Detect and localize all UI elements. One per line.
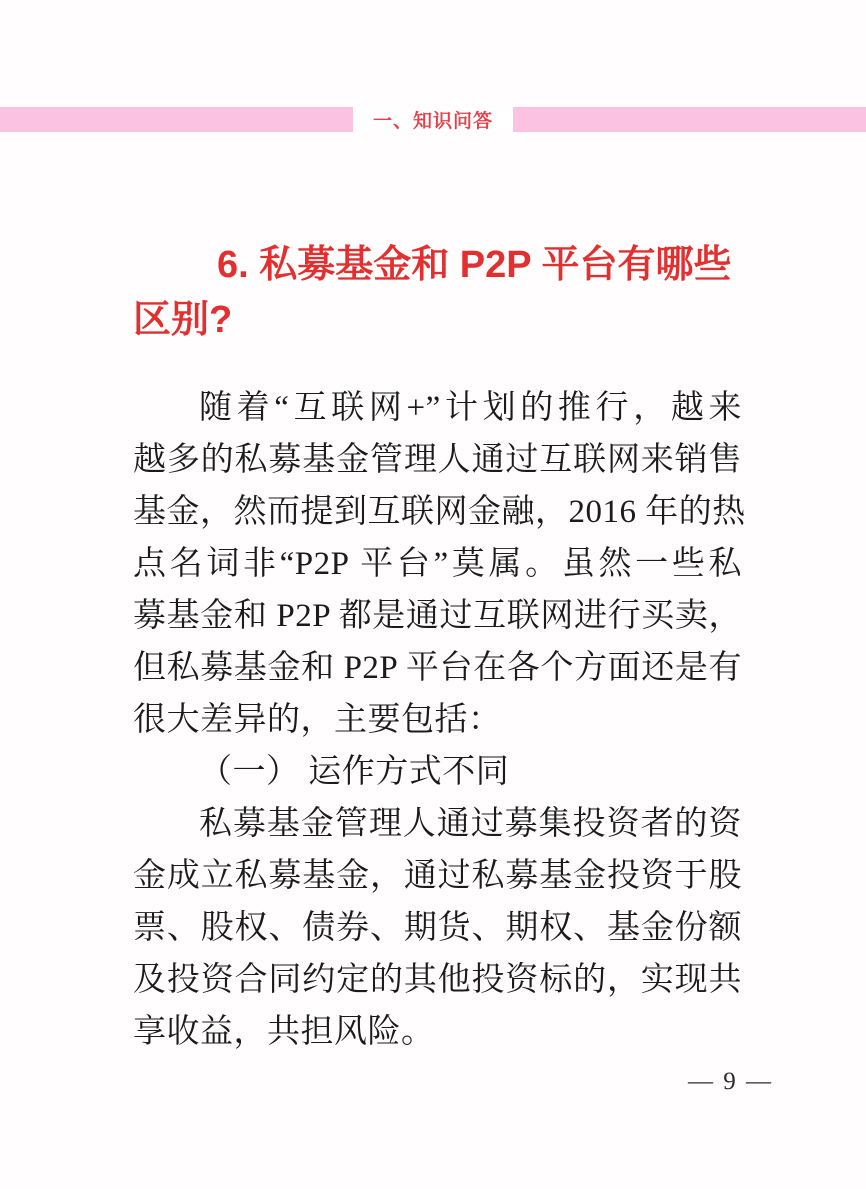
- pink-stripe-left: [0, 107, 353, 132]
- text-line: 享收益，共担风险。: [133, 1014, 435, 1050]
- text-line: 票、股权、债券、期货、期权、基金份额: [133, 910, 742, 946]
- text-line: 及投资合同约定的其他投资标的，实现共: [133, 962, 742, 998]
- text-line: 点名词非“P2P 平台”莫属。虽然一些私: [133, 546, 742, 582]
- text-line: 但私募基金和 P2P 平台在各个方面还是有: [133, 650, 742, 686]
- body-text: [133, 382, 746, 1058]
- text-line: 很大差异的，主要包括：: [133, 702, 502, 738]
- text-line: 越多的私募基金管理人通过互联网来销售: [133, 442, 742, 478]
- chapter-label: 一、知识问答: [372, 111, 493, 132]
- section-title-line-2: 区别?: [133, 299, 233, 341]
- chapter-header-band: [0, 107, 866, 132]
- text-line: 随着“互联网+”计划的推行，越来: [199, 390, 742, 426]
- text-line: 金成立私募基金，通过私募基金投资于股: [133, 858, 742, 894]
- chapter-label-gap: [353, 107, 513, 132]
- text-line: （一） 运作方式不同: [199, 754, 510, 790]
- section-title: [133, 238, 745, 348]
- text-line: 私募基金管理人通过募集投资者的资: [199, 806, 742, 842]
- page-number: — 9 —: [688, 1068, 773, 1095]
- section-title-line-1: 6. 私募基金和 P2P 平台有哪些: [217, 244, 732, 286]
- pink-stripe-right: [513, 107, 866, 132]
- text-line: 基金，然而提到互联网金融，2016 年的热: [133, 494, 746, 530]
- text-line: 募基金和 P2P 都是通过互联网进行买卖，: [133, 598, 742, 634]
